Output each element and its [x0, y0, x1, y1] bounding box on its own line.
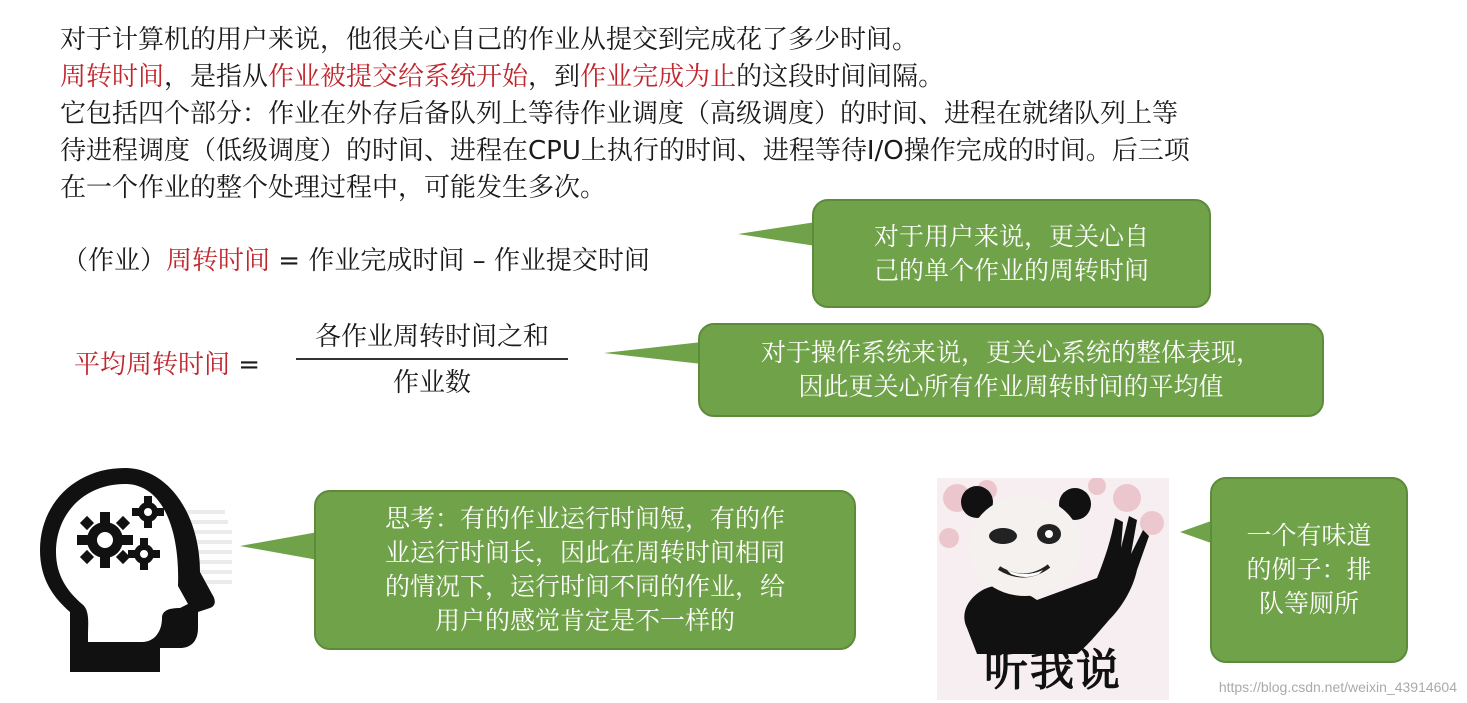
example-bubble	[1210, 477, 1408, 663]
term-job-complete: 作业完成为止	[580, 62, 737, 92]
bubble4-tail	[1180, 520, 1214, 544]
bubble1-tail	[738, 222, 816, 246]
thinking-head-icon	[30, 462, 240, 677]
user-concern-bubble	[812, 199, 1211, 308]
average-fraction	[296, 318, 568, 402]
intro-line-2-text-a: ，是指从	[164, 62, 269, 92]
intro-line-2-text-c: 的这段时间间隔。	[736, 62, 945, 92]
watermark: https://blog.csdn.net/weixin_43914604	[1218, 679, 1457, 695]
bubble1-text: 对于用户来说，更关心自 己的单个作业的周转时间	[873, 221, 1149, 285]
fraction-denominator: 作业数	[392, 368, 471, 398]
bubble3-tail	[240, 532, 318, 560]
intro-line-3: 它包括四个部分：作业在外存后备队列上等待作业调度（高级调度）的时间、进程在就绪队列上等	[60, 99, 1179, 129]
bubble2-text: 对于操作系统来说，更关心系统的整体表现， 因此更关心所有作业周转时间的平均值	[760, 338, 1261, 401]
intro-line-1: 对于计算机的用户来说，他很关心自己的作业从提交到完成花了多少时间。	[60, 25, 919, 55]
formula2-eq: =	[230, 350, 261, 380]
meme-caption: 听我说	[984, 645, 1122, 696]
formula-turnaround	[62, 240, 650, 277]
bubble3-text: 思考：有的作业运行时间短，有的作 业运行时间长，因此在周转时间相同 的情况下，运行时间不同的作业，给 用户的感觉肯定是不一样的	[384, 504, 785, 635]
formula-average-label	[74, 344, 260, 381]
term-turnaround-time: 周转时间	[60, 62, 165, 92]
formula-term: 周转时间	[166, 246, 271, 276]
formula-rest: = 作业完成时间 – 作业提交时间	[270, 246, 650, 276]
intro-line-5: 在一个作业的整个处理过程中，可能发生多次。	[60, 173, 607, 203]
intro-line-4: 待进程调度（低级调度）的时间、进程在CPU上执行的时间、进程等待I/O操作完成的时间。后三项	[60, 136, 1190, 166]
formula2-term: 平均周转时间	[74, 350, 231, 380]
os-concern-bubble	[698, 323, 1324, 417]
term-submit-start: 作业被提交给系统开始	[268, 62, 529, 92]
intro-line-2	[60, 59, 944, 96]
bubble2-tail	[604, 342, 702, 364]
intro-line-2-text-b: ，到	[528, 62, 581, 92]
formula-prefix: （作业）	[62, 246, 167, 276]
fraction-bar	[296, 358, 568, 360]
bubble4-text: 一个有味道 的例子：排 队等厕所	[1246, 521, 1372, 618]
fraction-numerator: 各作业周转时间之和	[314, 322, 549, 352]
panda-meme-image	[937, 478, 1169, 700]
thinking-bubble	[314, 490, 856, 650]
